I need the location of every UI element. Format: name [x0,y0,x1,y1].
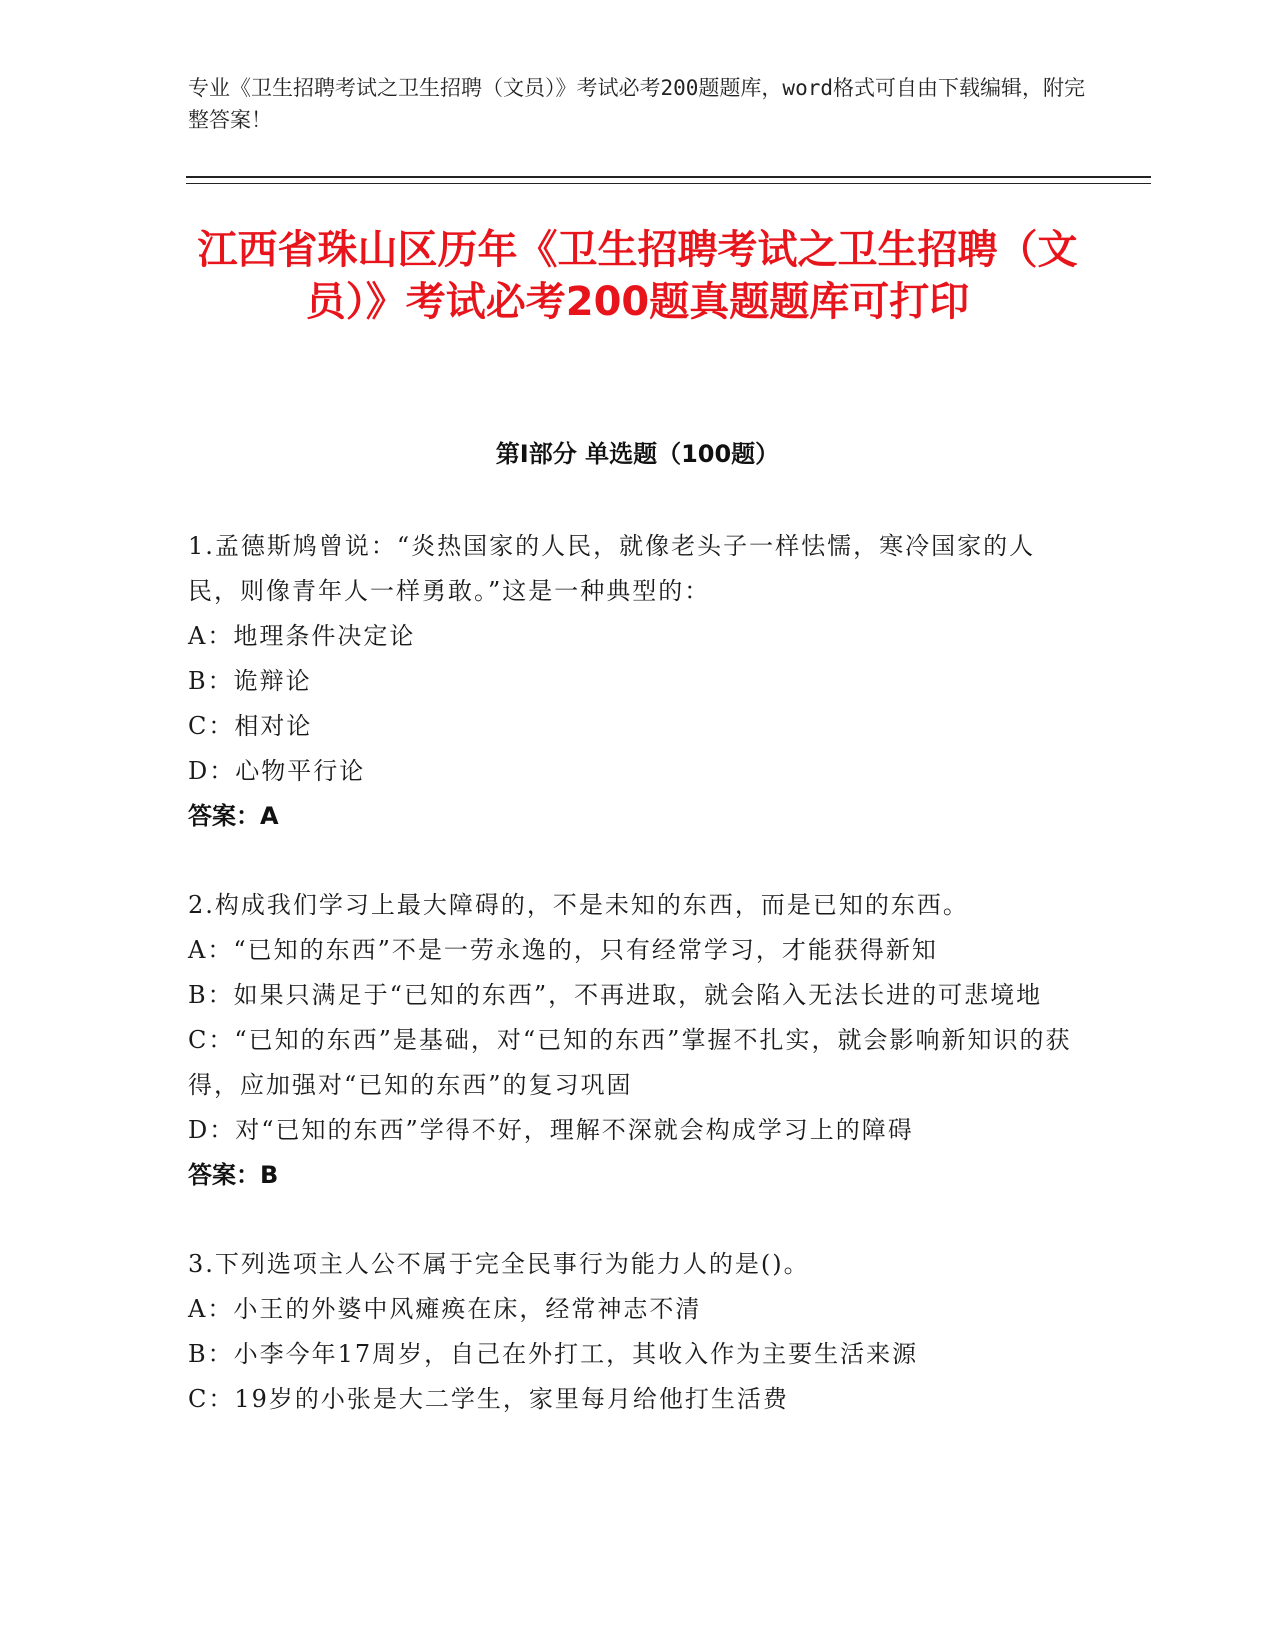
answer: 答案：A [188,802,279,830]
answer: 答案：B [188,1161,279,1189]
question-stem: 1.孟德斯鸠曾说：“炎热国家的人民，就像老头子一样怯懦，寒冷国家的人民，则像青年人一样勇敢。”这是一种典型的： [188,532,1036,605]
question-stem: 3.下列选项主人公不属于完全民事行为能力人的是()。 [188,1250,810,1278]
option-a: A：地理条件决定论 [188,622,416,650]
header-note: 专业《卫生招聘考试之卫生招聘（文员）》考试必考200题题库，word格式可自由下载编辑，附完整答案！ [188,76,1085,132]
option-c: C：19岁的小张是大二学生，家里每月给他打生活费 [188,1385,789,1413]
header-rule-thin [186,183,1151,184]
question-list [188,524,1073,1466]
header-rule-thick [186,176,1151,178]
question-1 [188,524,1073,839]
option-d: D：对“已知的东西”学得不好，理解不深就会构成学习上的障碍 [188,1116,914,1144]
option-c: C：相对论 [188,712,313,740]
document-title: 江西省珠山区历年《卫生招聘考试之卫生招聘（文员）》考试必考200题真题题库可打印 [197,227,1078,325]
option-a: A：小王的外婆中风瘫痪在床，经常神志不清 [188,1295,702,1323]
question-2 [188,883,1073,1198]
section-heading: 第I部分 单选题（100题） [495,440,780,468]
option-d: D：心物平行论 [188,757,366,785]
option-b: B：小李今年17周岁，自己在外打工，其收入作为主要生活来源 [188,1340,919,1368]
question-3 [188,1242,1073,1422]
question-stem: 2.构成我们学习上最大障碍的，不是未知的东西，而是已知的东西。 [188,891,969,919]
option-b: B：诡辩论 [188,667,312,695]
option-b: B：如果只满足于“已知的东西”，不再进取，就会陷入无法长进的可悲境地 [188,981,1043,1009]
option-a: A：“已知的东西”不是一劳永逸的，只有经常学习，才能获得新知 [188,936,938,964]
option-c: C：“已知的东西”是基础，对“已知的东西”掌握不扎实，就会影响新知识的获得，应加强对“已知的东西”的复习巩固 [188,1026,1072,1099]
